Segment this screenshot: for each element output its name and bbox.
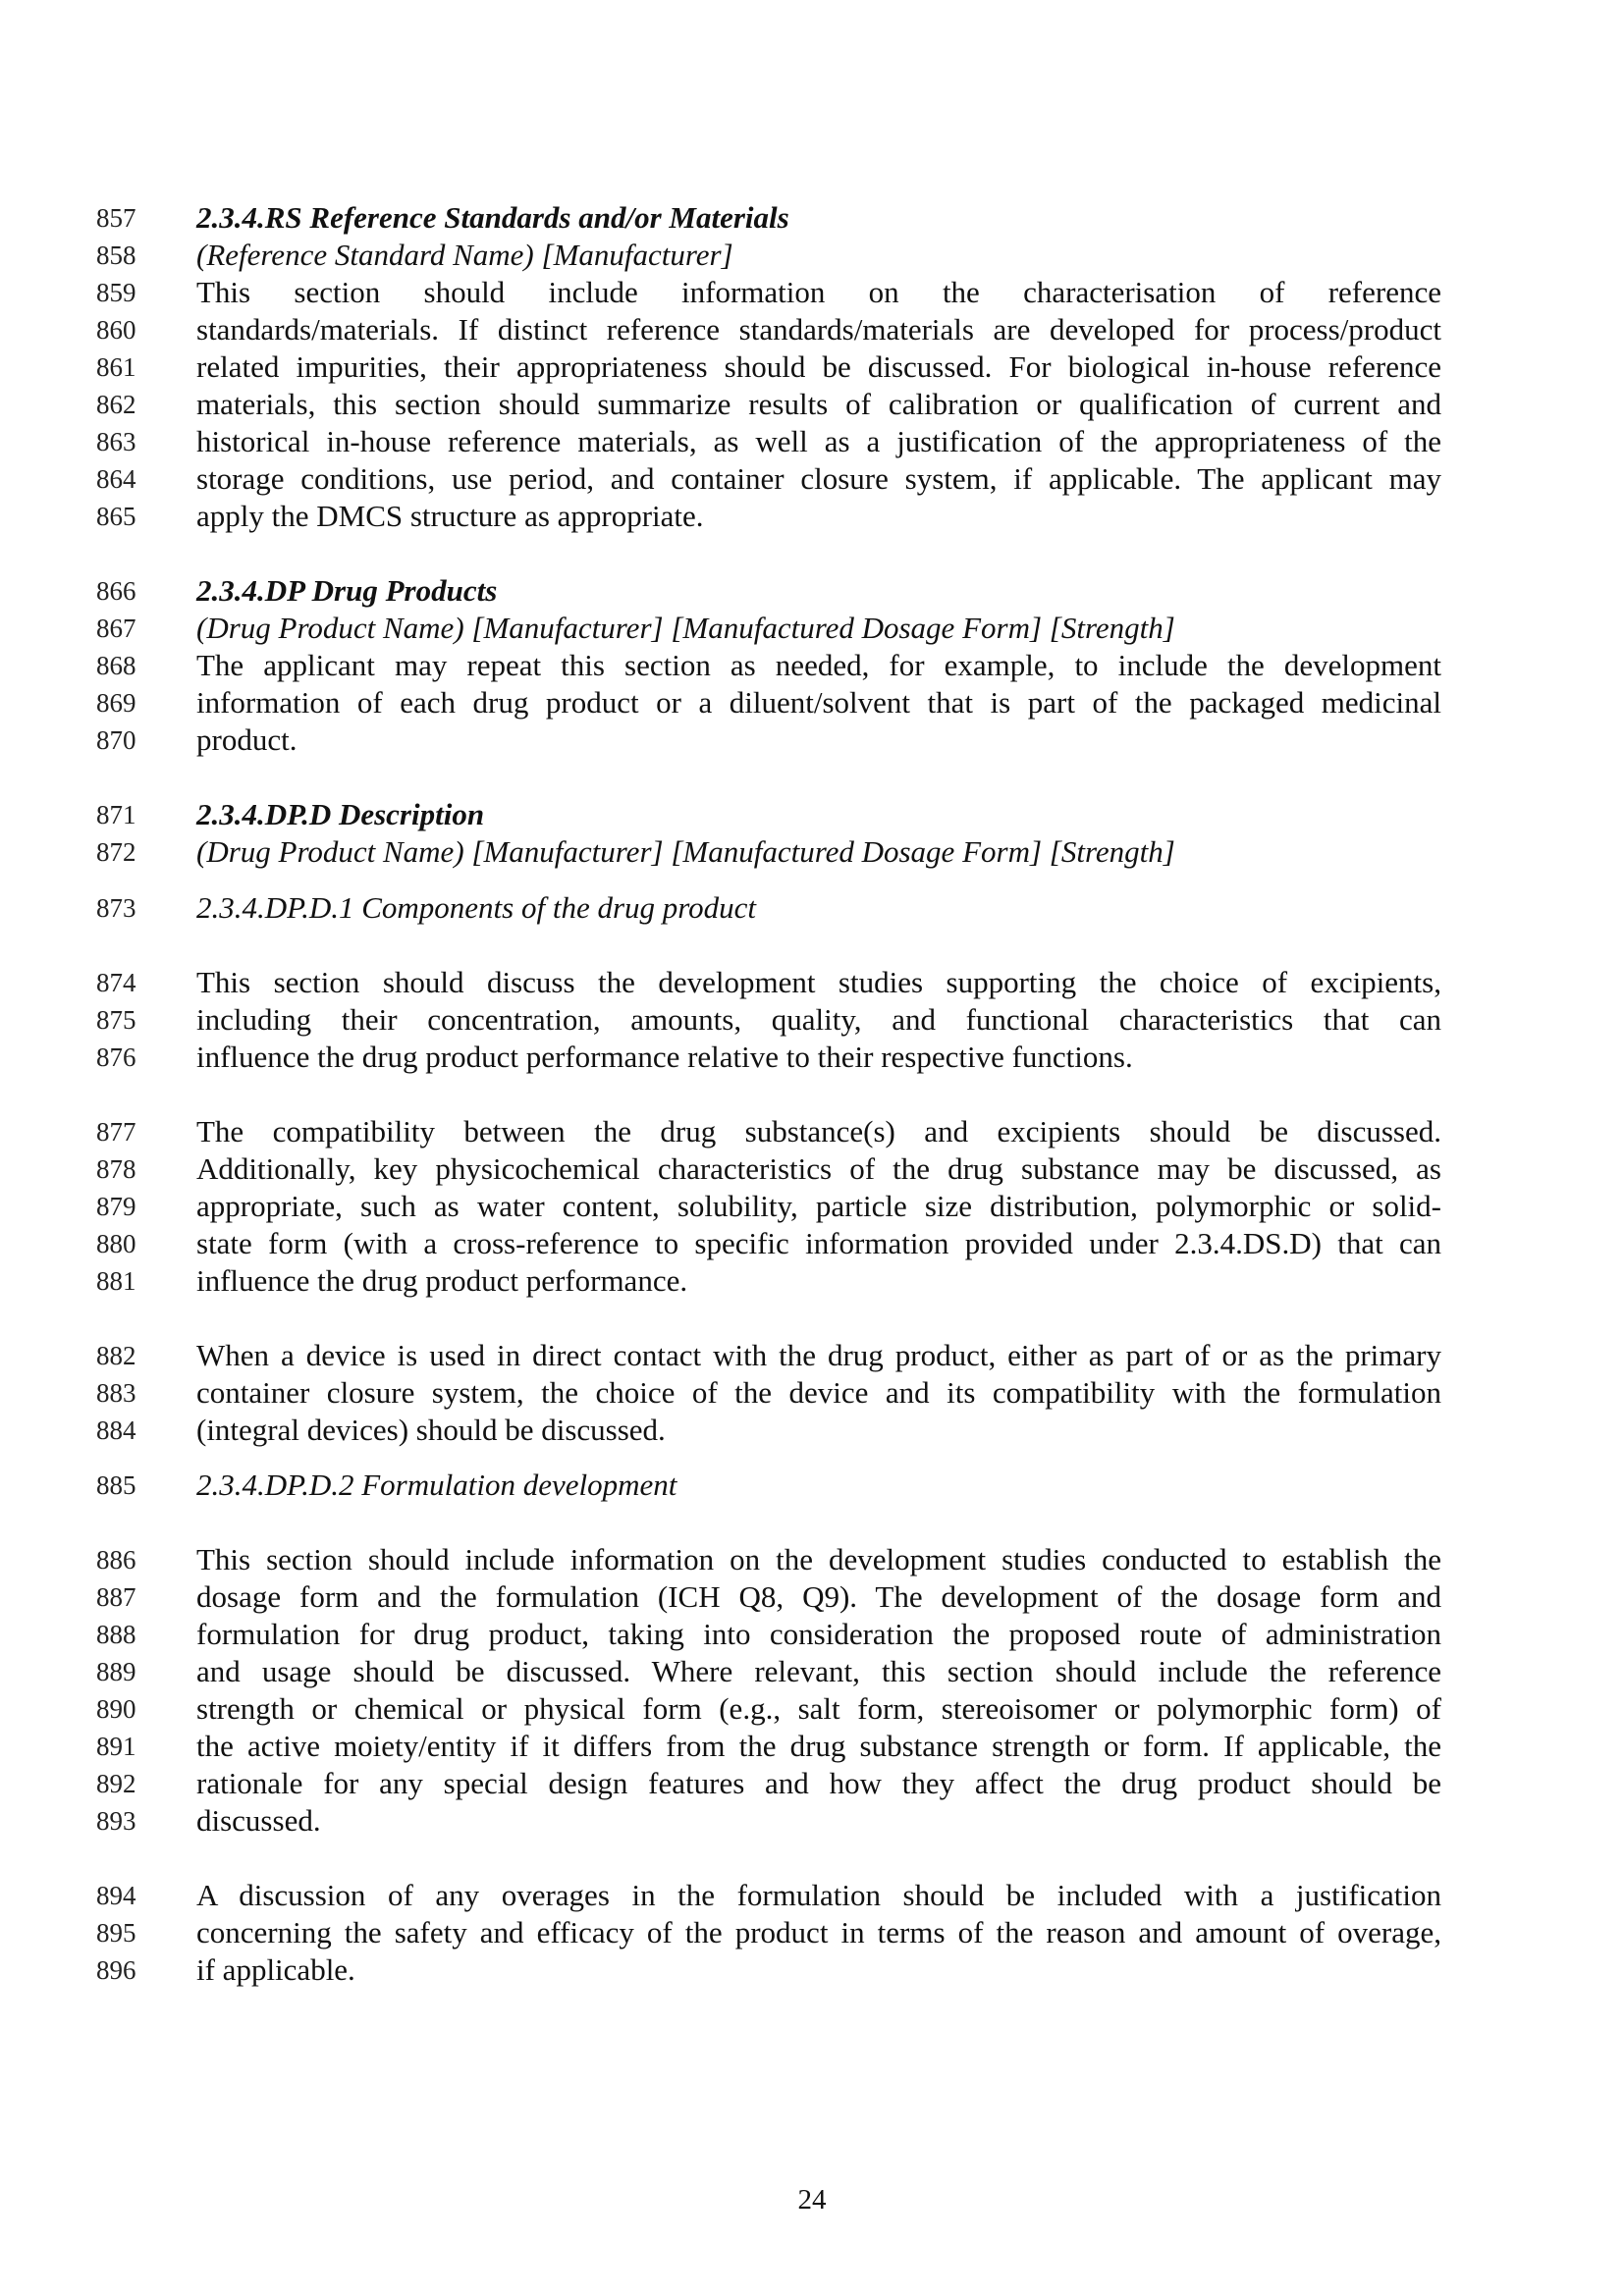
line-number: 874: [96, 968, 136, 997]
body-text-line: storage conditions, use period, and container closure system, if applicable. The applicant may: [196, 461, 1441, 496]
body-text-line: related impurities, their appropriateness should be discussed. For biological in-house reference: [196, 349, 1441, 384]
line-number: 867: [96, 614, 136, 643]
line-number: 870: [96, 725, 136, 755]
line-number: 858: [96, 240, 136, 270]
subsection-label: (Drug Product Name) [Manufacturer] [Manufactured Dosage Form] [Strength]: [196, 834, 1175, 869]
line-number: 885: [96, 1470, 136, 1500]
body-text-line: state form (with a cross-reference to specific information provided under 2.3.4.DS.D) that can: [196, 1226, 1441, 1260]
line-number: 893: [96, 1806, 136, 1836]
body-text-line: materials, this section should summarize results of calibration or qualification of current and: [196, 387, 1441, 421]
body-text-line: rationale for any special design features and how they affect the drug product should be: [196, 1766, 1441, 1800]
body-text-line: (integral devices) should be discussed.: [196, 1413, 666, 1447]
body-text-line: dosage form and the formulation (ICH Q8, Q9). The development of the dosage form and: [196, 1579, 1441, 1614]
line-number: 880: [96, 1229, 136, 1258]
body-text-line: apply the DMCS structure as appropriate.: [196, 499, 704, 533]
line-number: 894: [96, 1881, 136, 1910]
body-text-line: product.: [196, 722, 298, 757]
subsection-label: (Drug Product Name) [Manufacturer] [Manufactured Dosage Form] [Strength]: [196, 611, 1175, 645]
line-number: 875: [96, 1005, 136, 1035]
line-number: 869: [96, 688, 136, 718]
line-number: 879: [96, 1192, 136, 1221]
line-number: 884: [96, 1415, 136, 1445]
body-text-line: historical in-house reference materials, as well as a justification of the appropriateness of the: [196, 424, 1441, 458]
line-number: 877: [96, 1117, 136, 1147]
line-number: 865: [96, 502, 136, 531]
line-number: 876: [96, 1042, 136, 1072]
line-number: 882: [96, 1341, 136, 1370]
line-number: 881: [96, 1266, 136, 1296]
body-text-line: This section should discuss the development studies supporting the choice of excipients,: [196, 965, 1441, 999]
line-number: 873: [96, 893, 136, 923]
section-heading: 2.3.4.DP Drug Products: [196, 573, 498, 608]
page-number: 24: [797, 2184, 827, 2216]
body-text-line: discussed.: [196, 1803, 321, 1838]
body-text-line: and usage should be discussed. Where relevant, this section should include the reference: [196, 1654, 1441, 1688]
body-text-line: This section should include information on the characterisation of reference: [196, 275, 1441, 309]
body-text-line: standards/materials. If distinct reference standards/materials are developed for process/product: [196, 312, 1441, 347]
line-number: 883: [96, 1378, 136, 1408]
body-text-line: This section should include information on the development studies conducted to establish the: [196, 1542, 1441, 1576]
body-text-line: strength or chemical or physical form (e.g., salt form, stereoisomer or polymorphic form) of: [196, 1691, 1441, 1726]
body-text-line: concerning the safety and efficacy of the product in terms of the reason and amount of overage,: [196, 1915, 1441, 1949]
body-text-line: container closure system, the choice of the device and its compatibility with the formulation: [196, 1375, 1441, 1410]
line-number: 864: [96, 464, 136, 494]
line-number: 861: [96, 352, 136, 382]
body-text-line: A discussion of any overages in the formulation should be included with a justification: [196, 1878, 1441, 1912]
line-number: 860: [96, 315, 136, 345]
body-text-line: appropriate, such as water content, solubility, particle size distribution, polymorphic or solid-: [196, 1189, 1441, 1223]
body-text-line: Additionally, key physicochemical characteristics of the drug substance may be discussed, as: [196, 1151, 1441, 1186]
body-text-line: the active moiety/entity if it differs from the drug substance strength or form. If applicable, the: [196, 1729, 1441, 1763]
line-number: 862: [96, 390, 136, 419]
subsection-label: 2.3.4.DP.D.1 Components of the drug product: [196, 890, 757, 925]
line-number: 859: [96, 278, 136, 307]
line-number: 896: [96, 1955, 136, 1985]
body-text-line: The applicant may repeat this section as needed, for example, to include the development: [196, 648, 1441, 682]
line-number: 872: [96, 837, 136, 867]
line-number: 868: [96, 651, 136, 680]
line-number: 887: [96, 1582, 136, 1612]
body-text-line: influence the drug product performance relative to their respective functions.: [196, 1040, 1133, 1074]
line-number: 866: [96, 576, 136, 606]
line-number: 863: [96, 427, 136, 456]
line-number: 871: [96, 800, 136, 829]
line-number: 886: [96, 1545, 136, 1575]
section-heading: 2.3.4.DP.D Description: [196, 797, 485, 831]
body-text-line: The compatibility between the drug substance(s) and excipients should be discussed.: [196, 1114, 1441, 1148]
subsection-label: (Reference Standard Name) [Manufacturer]: [196, 238, 733, 272]
body-text-line: formulation for drug product, taking into consideration the proposed route of administration: [196, 1617, 1441, 1651]
line-number: 888: [96, 1620, 136, 1649]
body-text-line: if applicable.: [196, 1952, 355, 1987]
body-text-line: information of each drug product or a diluent/solvent that is part of the packaged medicinal: [196, 685, 1441, 720]
line-number: 857: [96, 203, 136, 233]
subsection-label: 2.3.4.DP.D.2 Formulation development: [196, 1468, 677, 1502]
line-number: 895: [96, 1918, 136, 1948]
body-text-line: including their concentration, amounts, quality, and functional characteristics that can: [196, 1002, 1441, 1037]
line-number: 878: [96, 1154, 136, 1184]
line-number: 891: [96, 1732, 136, 1761]
section-heading: 2.3.4.RS Reference Standards and/or Materials: [196, 200, 789, 235]
line-number: 890: [96, 1694, 136, 1724]
line-number: 892: [96, 1769, 136, 1798]
line-number: 889: [96, 1657, 136, 1686]
body-text-line: When a device is used in direct contact with the drug product, either as part of or as the primary: [196, 1338, 1441, 1372]
body-text-line: influence the drug product performance.: [196, 1263, 688, 1298]
